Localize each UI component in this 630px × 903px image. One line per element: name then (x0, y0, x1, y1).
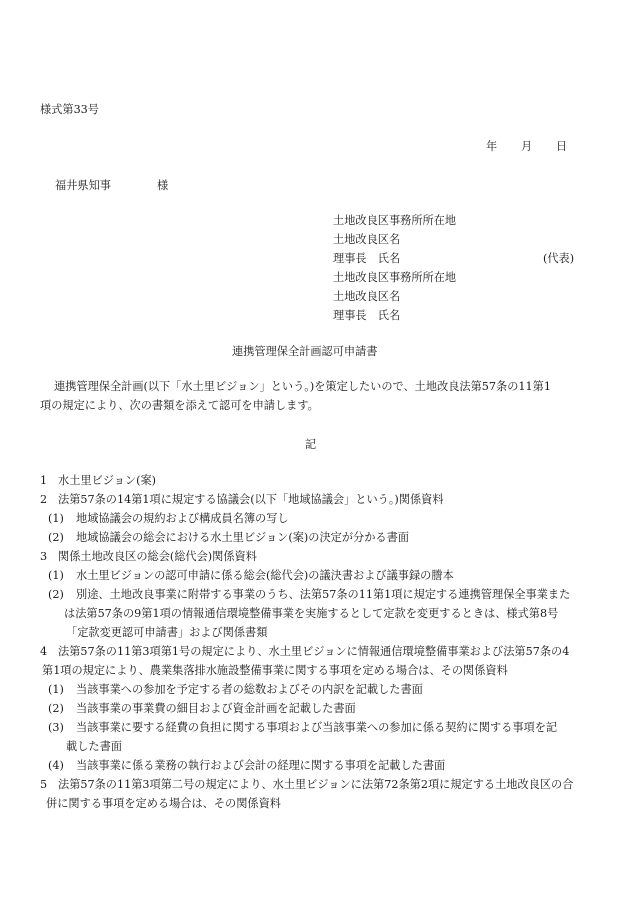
item-number: 5 (40, 778, 48, 791)
item-text: 「定款変更認可申請書」および関係書類 (66, 626, 268, 639)
intro-line: 連携管理保全計画(以下「水土里ビジョン」という。)を策定したいので、土地改良法第57条の11第1 (54, 380, 551, 393)
list-item (40, 683, 600, 702)
item-text: 併に関する事項を定める場合は、その関係資料 (46, 797, 281, 810)
ki-heading: 記 (305, 438, 317, 451)
list-item-continuation (40, 607, 600, 626)
applicant-field (333, 233, 593, 252)
addressee-honorific: 様 (157, 179, 169, 192)
list-item (40, 493, 600, 512)
form-number: 様式第33号 (40, 103, 99, 116)
list-item (40, 759, 600, 778)
item-text: 法第57条の14第1項に規定する協議会(以下「地域協議会」という。)関係資料 (58, 493, 444, 506)
item-text: 当該事業に要する経費の負担に関する事項および当該事業への参加に係る契約に関する事項を記 (76, 721, 558, 734)
addressee-name: 福井県知事 (55, 179, 111, 192)
list-item (40, 569, 600, 588)
list-item (40, 778, 600, 797)
intro-paragraph (40, 380, 600, 418)
item-number: (2) (48, 702, 64, 715)
item-number: (2) (48, 531, 64, 544)
item-text: 法第57条の11第3項第二号の規定により、水土里ビジョンに法第72条第2項に規定する土地改良区の合 (58, 778, 574, 791)
document-title: 連携管理保全計画認可申請書 (232, 345, 378, 358)
list-item (40, 512, 600, 531)
applicant-field (333, 214, 593, 233)
item-text: 地域協議会の規約および構成員名簿の写し (76, 512, 289, 525)
item-text: 載した書面 (66, 740, 122, 753)
list-item-continuation (40, 740, 600, 759)
applicant-field (333, 252, 593, 271)
list-item-continuation (40, 664, 600, 683)
applicant-field (333, 271, 593, 290)
list-item (40, 588, 600, 607)
item-number: (1) (48, 569, 64, 582)
item-number: 3 (40, 550, 48, 563)
applicant-field (333, 309, 593, 328)
date-month: 月 (521, 140, 533, 153)
list-item (40, 531, 600, 550)
list-item (40, 474, 600, 493)
applicant-field-label: 理事長 氏名 (333, 252, 401, 265)
list-item-continuation (40, 797, 600, 816)
representative-note: (代表) (543, 252, 575, 265)
item-text: 別途、土地改良事業に附帯する事業のうち、法第57条の11第1項に規定する連携管理保全事業また (76, 588, 571, 601)
item-text: 水土里ビジョン(案) (58, 474, 157, 487)
item-list (40, 474, 600, 816)
item-number: (1) (48, 512, 64, 525)
item-text: は法第57条の9第1項の情報通信環境整備事業を実施するとして定款を変更するときは、様式第8号 (64, 607, 559, 620)
item-text: 地域協議会の総会における水土里ビジョン(案)の決定が分かる書面 (76, 531, 409, 544)
list-item (40, 702, 600, 721)
list-item (40, 721, 600, 740)
item-number: (1) (48, 683, 64, 696)
item-number: (2) (48, 588, 64, 601)
intro-line: 項の規定により、次の書類を添えて認可を申請します。 (40, 399, 319, 412)
applicant-field-label: 土地改良区事務所所在地 (333, 214, 457, 227)
item-number: 4 (40, 645, 48, 658)
list-item (40, 550, 600, 569)
item-text: 第1項の規定により、農業集落排水施設整備事業に関する事項を定める場合は、その関係資料 (42, 664, 508, 677)
applicant-field-label: 土地改良区事務所所在地 (333, 271, 457, 284)
applicant-field-label: 土地改良区名 (333, 290, 401, 303)
applicant-field-label: 土地改良区名 (333, 233, 401, 246)
item-number: 2 (40, 493, 48, 506)
item-number: (3) (48, 721, 64, 734)
item-text: 関係土地改良区の総会(総代会)関係資料 (58, 550, 257, 563)
item-text: 法第57条の11第3項第1号の規定により、水土里ビジョンに情報通信環境整備事業および法第57条の4 (58, 645, 570, 658)
item-text: 当該事業への参加を予定する者の総数およびその内訳を記載した書面 (76, 683, 423, 696)
applicant-block (333, 214, 593, 328)
item-number: (4) (48, 759, 64, 772)
item-text: 当該事業の事業費の細目および資金計画を記載した書面 (76, 702, 356, 715)
item-number: 1 (40, 474, 48, 487)
item-text: 水土里ビジョンの認可申請に係る総会(総代会)の議決書および議事録の謄本 (76, 569, 454, 582)
item-text: 当該事業に係る業務の執行および会計の経理に関する事項を記載した書面 (76, 759, 446, 772)
applicant-field-label: 理事長 氏名 (333, 309, 401, 322)
applicant-field (333, 290, 593, 309)
date-year: 年 (486, 140, 498, 153)
list-item (40, 645, 600, 664)
date-day: 日 (556, 140, 568, 153)
list-item-continuation (40, 626, 600, 645)
